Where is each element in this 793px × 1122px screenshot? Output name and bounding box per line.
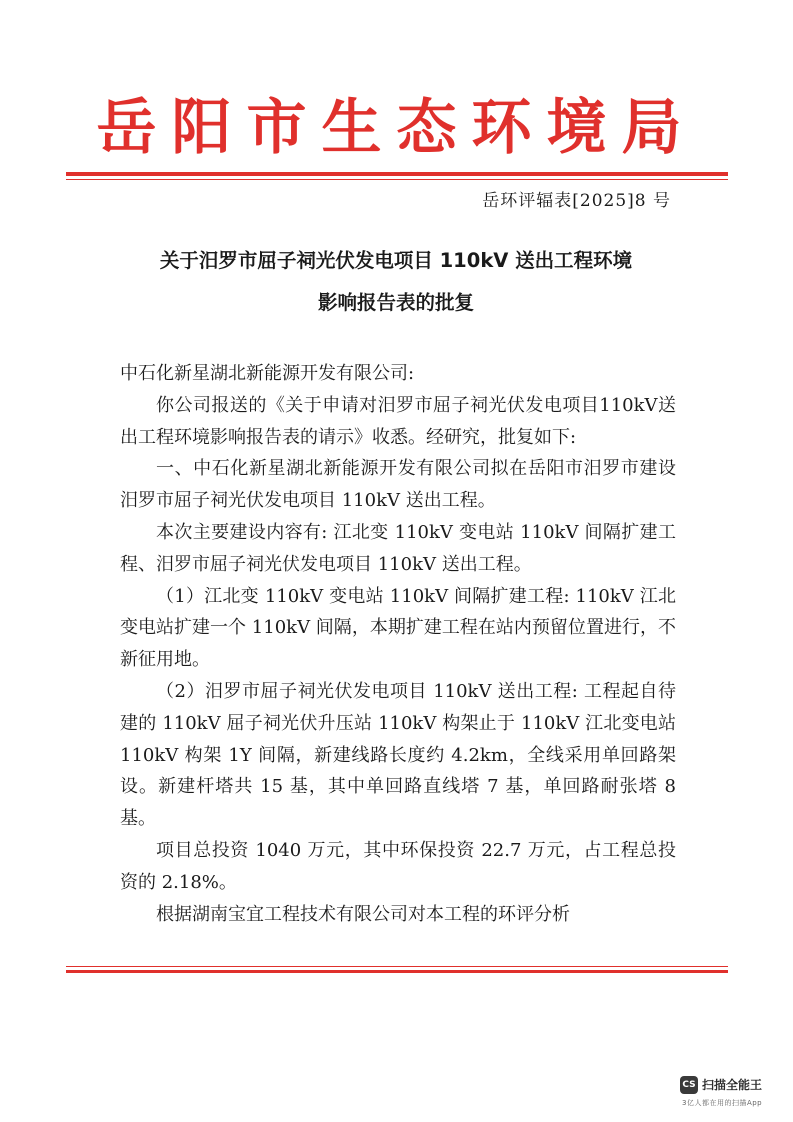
salutation: 中石化新星湖北新能源开发有限公司: xyxy=(120,363,415,384)
document-title xyxy=(96,240,696,324)
footer-rule-thin xyxy=(66,966,728,967)
title-line-1: 关于汨罗市屈子祠光伏发电项目 110kV 送出工程环境 xyxy=(159,249,633,272)
paragraph-3: 本次主要建设内容有: 江北变 110kV 变电站 110kV 间隔扩建工程、汨罗市屈子祠光伏发电项目 110kV 送出工程。 xyxy=(120,521,676,575)
footer-rule-thick xyxy=(66,970,728,973)
paragraph-4: （1）江北变 110kV 变电站 110kV 间隔扩建工程: 110kV 江北变电站扩建一个 110kV 间隔，本期扩建工程在站内预留位置进行，不新征用地。 xyxy=(120,585,676,671)
agency-header: 岳阳市生态环境局 xyxy=(96,93,697,163)
scanner-app-name: 扫描全能王 xyxy=(702,1078,763,1092)
header-rule-thick xyxy=(66,172,728,176)
paragraph-5: （2）汨罗市屈子祠光伏发电项目 110kV 送出工程: 工程起自待建的 110kV 屈子祠光伏升压站 110kV 构架止于 110kV 江北变电站 110kV 构架 1Y 间隔，新建线路长度约 4.2km，全线采用单回路架设。新建杆塔共 15 基，其中单回路直线塔 7 基，单回路耐张塔 8 基。 xyxy=(120,680,676,830)
scanner-slogan: 3亿人都在用的扫描App xyxy=(682,1099,763,1107)
paragraph-6: 项目总投资 1040 万元，其中环保投资 22.7 万元，占工程总投资的 2.18%。 xyxy=(120,839,676,893)
title-line-2: 影响报告表的批复 xyxy=(317,291,474,314)
paragraph-1: 你公司报送的《关于申请对汨罗市屈子祠光伏发电项目110kV送出工程环境影响报告表的请示》收悉。经研究，批复如下: xyxy=(120,394,676,448)
camscanner-logo-icon: CS xyxy=(680,1076,698,1094)
document-body xyxy=(120,358,676,930)
header-rule-thin xyxy=(66,179,728,180)
paragraph-7: 根据湖南宝宜工程技术有限公司对本工程的环评分析 xyxy=(156,903,570,925)
paragraph-2: 一、中石化新星湖北新能源开发有限公司拟在岳阳市汨罗市建设汨罗市屈子祠光伏发电项目 110kV 送出工程。 xyxy=(120,458,676,512)
document-number: 岳环评辐表[2025]8 号 xyxy=(482,191,671,211)
scanner-watermark xyxy=(660,1074,782,1114)
